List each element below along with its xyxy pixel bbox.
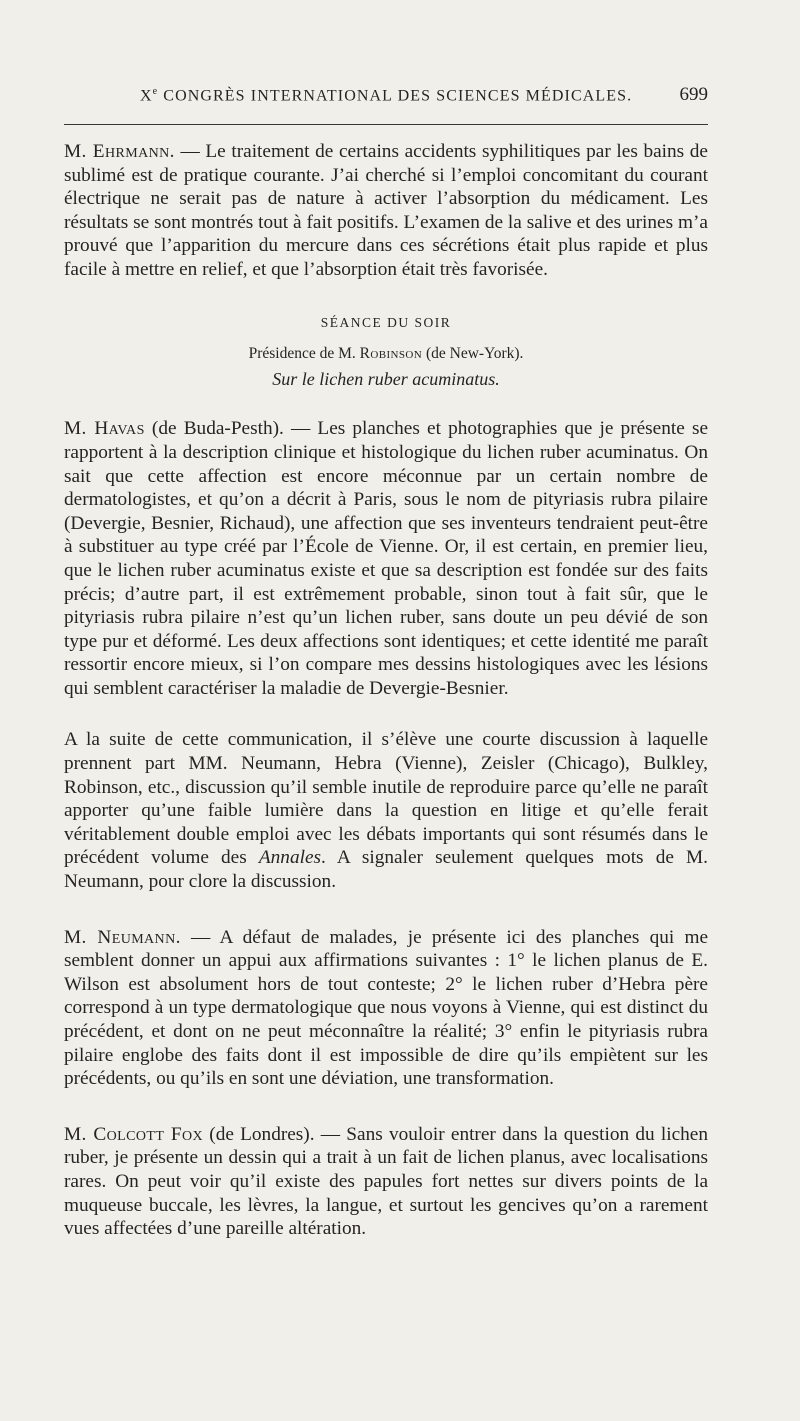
paragraph-text: (de Buda-Pesth). — Les planches et photographies que je présente se rapportent à la description clinique et histologique du lichen ruber acuminatus. On sait que cette affection est encore méconnue par un certain nombre de dermatologistes, et qu’on a décrit à Paris, sous le nom de pityriasis rubra pilaire (Devergie, Besnier, Richaud), une affection que ses inventeurs tendraient peut-être à substituer au type créé par l’École de Vienne. Or, il est certain, en premier lieu, que le lichen ruber acuminatus existe et que sa description est fondée sur des faits précis; d’autre part, il est extrêmement probable, sinon tout à fait sûr, que le pityriasis rubra pilaire n’est qu’un lichen ruber, sans doute un peu dévié de son type pur et déformé. Les deux affections sont identiques; et cette identité me paraît ressortir encore mieux, si l’on compare mes dessins histologiques avec les lésions qui semblent caractériser la maladie de Devergie-Besnier. bbox=[64, 418, 709, 699]
paragraph-ehrmann bbox=[64, 140, 708, 282]
title-superscript: e bbox=[152, 86, 159, 97]
speaker-name: M. Colcott Fox bbox=[64, 1123, 204, 1145]
header-rule bbox=[64, 124, 708, 125]
topic-title: Sur le lichen ruber acuminatus. bbox=[272, 368, 500, 389]
presidence-name: Robinson bbox=[359, 345, 423, 363]
paragraph-text: — A défaut de malades, je présente ici des planches qui me semblent donner un appui aux affirmations suivantes : 1° le lichen planus de E. Wilson est absolument hors de tout conteste; 2° le lichen ruber d’Hebra père correspond à un type dermatologique que nous voyons à Vienne, qui est distinct du précédent, et dont on ne peut méconnaître la réalité; 3° enfin le pityriasis rubra pilaire englobe des faits dont il est impossible de dire qu’ils empiètent sur les précédents, ou qu’ils en sont une déviation, une transformation. bbox=[64, 926, 709, 1090]
paragraph-neumann bbox=[64, 926, 708, 1091]
paragraph-text: (de Londres). — Sans vouloir entrer dans la question du lichen ruber, je présente un dessin qui a trait à un fait de lichen planus, avec localisations rares. On peut voir qu’il existe des papules fort nettes sur divers points de la muqueuse buccale, les lèvres, la langue, et surtout les gencives qu’on a rarement vues affectées d’une pareille altération. bbox=[64, 1123, 708, 1240]
presidence-prefix: Présidence de M. bbox=[248, 345, 360, 363]
paragraph-colcott-fox bbox=[64, 1123, 708, 1241]
section-heading: SÉANCE DU SOIR bbox=[320, 314, 452, 330]
title-rest: CONGRÈS INTERNATIONAL DES SCIENCES MÉDICALES. bbox=[158, 87, 633, 105]
page-number: 699 bbox=[679, 84, 708, 105]
speaker-name: M. Ehrmann. bbox=[64, 141, 175, 162]
running-title bbox=[140, 86, 632, 105]
paragraph-text: A la suite de cette communication, il s’élève une courte discussion à laquelle prennent part MM. Neumann, Hebra (Vienne), Zeisler (Chicago), Bulkley, Robinson, etc., discussion qu’il semble inutile de reproduire parce qu’elle ne paraît apporter qu’une faible lumière dans la question en litige et qu’elle ferait véritablement double emploi avec les débats importants qui sont résumés dans le précédent volume des bbox=[64, 729, 708, 869]
speaker-name: M. Neumann. bbox=[64, 926, 181, 948]
speaker-name: M. Havas bbox=[64, 418, 145, 440]
presidence-suffix: (de New-York). bbox=[422, 345, 524, 363]
presidence-line bbox=[64, 342, 708, 366]
paragraph-havas bbox=[64, 417, 708, 700]
running-header bbox=[62, 84, 708, 110]
paragraph-text: . A signaler seulement quelques mots de M. Neumann, pour clore la discussion. bbox=[64, 847, 708, 893]
paragraph-text: — Le traitement de certains accidents syphilitiques par les bains de sublimé est de pratique courante. J’ai cherché si l’emploi concomitant du courant électrique ne serait pas de nature à activer l’absorption du médicament. Les résultats se sont montrés tout à fait positifs. L’examen de la salive et des urines m’a prouvé que l’apparition du mercure dans ces sécrétions était plus rapide et plus facile à mettre en relief, et que l’absorption était très favorisée. bbox=[64, 141, 708, 280]
page-body bbox=[64, 140, 708, 1241]
title-prefix: X bbox=[140, 87, 153, 105]
journal-title: Annales bbox=[258, 847, 322, 869]
paragraph-discussion bbox=[64, 728, 708, 893]
